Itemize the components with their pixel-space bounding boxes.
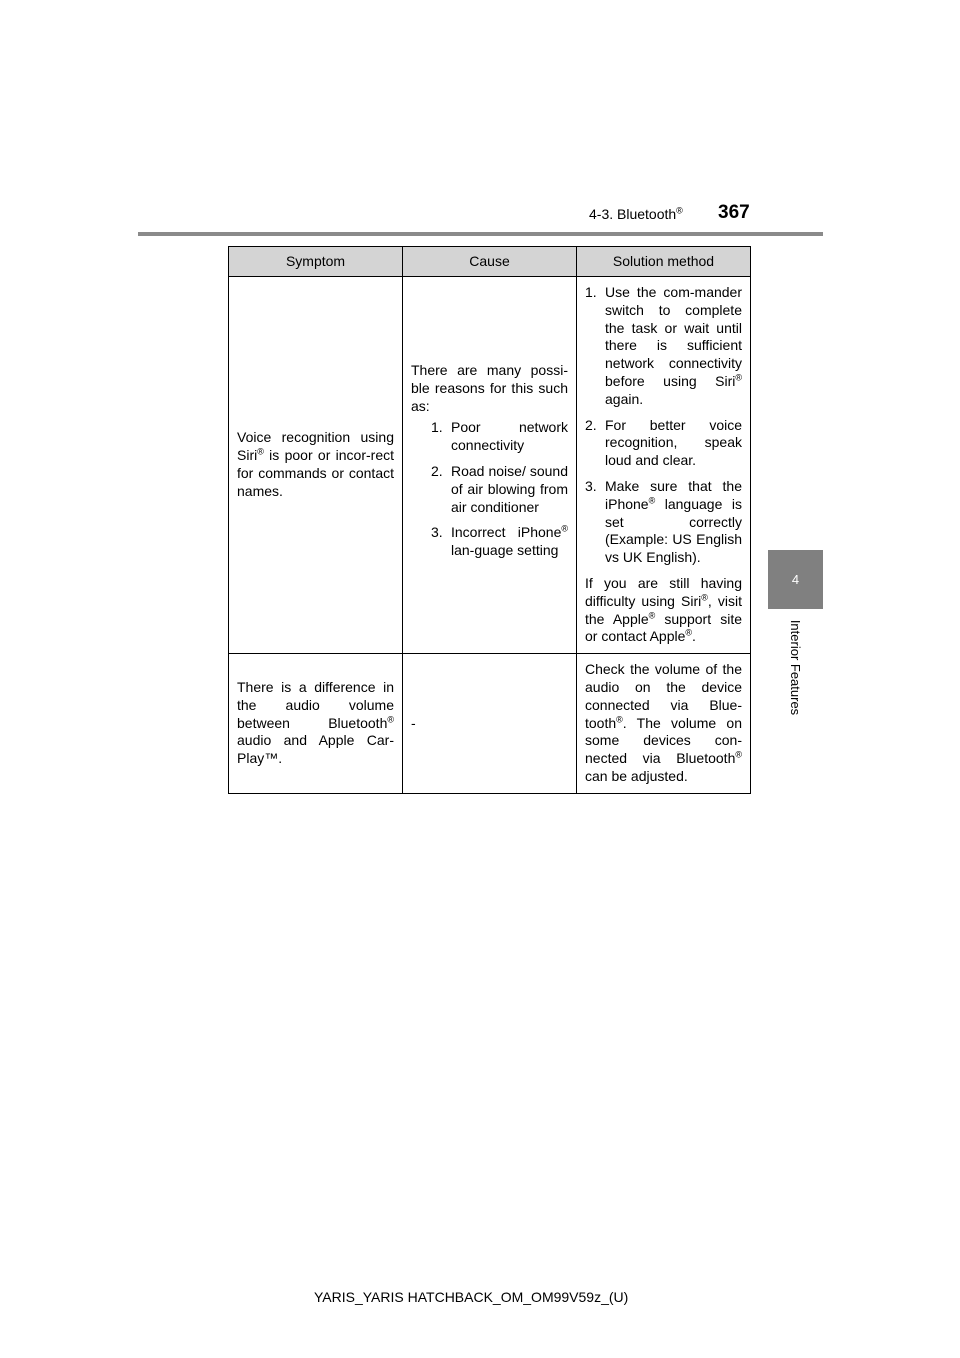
list-item-text: language is set correctly (Example: US English vs UK English). bbox=[605, 495, 742, 566]
list-item-text: Use the com-mander switch to complete the task or wait until there is sufficient network connectivity before using Siri bbox=[605, 284, 742, 389]
symptom-text: Voice recognition using Siri bbox=[237, 429, 394, 464]
list-number: 1. bbox=[585, 284, 597, 300]
list-number: 2. bbox=[431, 463, 443, 480]
registered-mark: ® bbox=[561, 523, 568, 534]
symptom-cell bbox=[229, 654, 403, 794]
note-text: If you are still having difficulty using Siri bbox=[585, 574, 742, 609]
list-number: 1. bbox=[431, 419, 443, 436]
symptom-text: audio and Apple Car-Play™. bbox=[237, 732, 394, 767]
solution-text: Check the volume of the audio on the device connected via Blue-tooth bbox=[585, 661, 742, 731]
list-item bbox=[431, 463, 568, 516]
list-item-text: For better voice recognition, speak loud and clear. bbox=[605, 416, 742, 469]
column-header-cause: Cause bbox=[403, 247, 577, 277]
registered-mark: ® bbox=[701, 592, 708, 603]
chapter-tab-label bbox=[768, 609, 823, 725]
symptom-cell bbox=[229, 277, 403, 654]
cause-cell: - bbox=[403, 654, 577, 794]
registered-mark: ® bbox=[387, 713, 394, 724]
registered-mark: ® bbox=[735, 749, 742, 760]
solution-cell bbox=[577, 654, 751, 794]
table-row bbox=[229, 654, 751, 794]
list-item-text: again. bbox=[605, 390, 644, 407]
table-header-row bbox=[229, 247, 751, 277]
table-row bbox=[229, 277, 751, 654]
registered-mark: ® bbox=[257, 446, 264, 457]
registered-mark: ® bbox=[648, 495, 656, 506]
section-title bbox=[589, 206, 683, 222]
cause-cell bbox=[403, 277, 577, 654]
troubleshooting-table bbox=[228, 246, 751, 794]
page-number: 367 bbox=[718, 202, 750, 223]
list-item-text: lan-guage setting bbox=[451, 542, 559, 559]
list-item-text: Road noise/ sound of air blowing from air conditioner bbox=[451, 463, 568, 515]
list-number: 2. bbox=[585, 416, 597, 433]
section-title-text: 4-3. Bluetooth bbox=[589, 206, 677, 222]
solution-text: . The volume on some devices con-nected via Bluetooth bbox=[585, 714, 742, 767]
document-footer: YARIS_YARIS HATCHBACK_OM_OM99V59z_(U) bbox=[314, 1289, 629, 1305]
chapter-tab-number: 4 bbox=[768, 550, 823, 609]
registered-mark: ® bbox=[676, 205, 683, 216]
header-divider bbox=[138, 232, 823, 236]
list-item-text: Make sure that the iPhone bbox=[605, 477, 742, 512]
solution-text: can be adjusted. bbox=[585, 767, 688, 784]
symptom-text: There is a difference in the audio volume between Bluetooth bbox=[237, 678, 394, 731]
list-item bbox=[585, 284, 742, 409]
list-item bbox=[431, 419, 568, 455]
registered-mark: ® bbox=[685, 627, 693, 638]
list-item bbox=[585, 478, 742, 567]
registered-mark: ® bbox=[735, 372, 742, 383]
list-item-text: Poor network connectivity bbox=[451, 419, 568, 454]
registered-mark: ® bbox=[616, 713, 623, 724]
list-item bbox=[431, 524, 568, 560]
solution-cell bbox=[577, 277, 751, 654]
list-item bbox=[585, 417, 742, 470]
list-item-text: Incorrect iPhone bbox=[451, 524, 562, 541]
note-text: . bbox=[692, 628, 696, 645]
registered-mark: ® bbox=[648, 609, 656, 620]
symptom-text: is poor or incor-rect for commands or contact names. bbox=[237, 447, 394, 499]
solution-list bbox=[585, 284, 742, 567]
list-number: 3. bbox=[431, 524, 443, 541]
column-header-symptom: Symptom bbox=[229, 247, 403, 277]
column-header-solution: Solution method bbox=[577, 247, 751, 277]
chapter-tab-label-text: Interior Features bbox=[788, 619, 803, 715]
list-number: 3. bbox=[585, 477, 597, 494]
note-text: support site or contact Apple bbox=[585, 610, 742, 645]
solution-note bbox=[585, 575, 742, 646]
note-text: , visit the Apple bbox=[585, 592, 743, 627]
cause-intro: There are many possi-ble reasons for this such as: bbox=[411, 362, 568, 414]
cause-list bbox=[411, 419, 568, 560]
